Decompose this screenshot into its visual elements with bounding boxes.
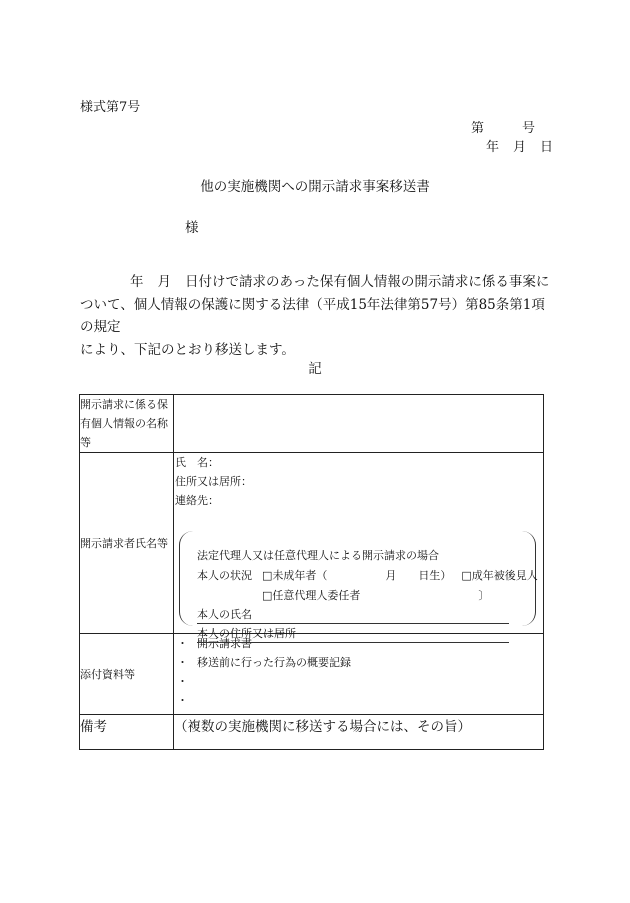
remarks-label: 備考: [80, 715, 174, 750]
minor-checkbox[interactable]: □未成年者（: [262, 569, 328, 582]
status-row: [197, 567, 538, 585]
representative-title: 法定代理人又は任意代理人による開示請求の場合: [197, 549, 439, 562]
table-row-remarks: [80, 715, 544, 750]
table-row-info: [80, 395, 544, 453]
attachment-item[interactable]: ・: [177, 675, 188, 688]
document-date: [486, 136, 553, 155]
ki-heading: 記: [308, 361, 322, 377]
transfer-table: [79, 394, 544, 750]
applicant-name[interactable]: 氏 名：: [175, 456, 219, 469]
attachments-label: 添付資料等: [80, 634, 174, 715]
document-title: 他の実施機関への開示請求事案移送書: [200, 179, 430, 195]
date-year: 年: [486, 140, 500, 155]
attachments-value: [174, 634, 544, 715]
info-label: 開示請求に係る保有個人情報の名称等: [80, 395, 174, 453]
applicant-contact[interactable]: 連絡先：: [175, 494, 219, 507]
applicant-value: [174, 453, 544, 640]
body-line2: ついて、個人情報の保護に関する法律（平成15年法律第57号）第85条第1項の規定: [80, 296, 545, 335]
applicant-address[interactable]: 住所又は居所：: [175, 475, 252, 488]
attachment-item[interactable]: ・ 開示請求書: [177, 637, 252, 650]
birth-day: 日生）: [418, 569, 452, 582]
body-paragraph: [80, 271, 555, 361]
body-year: 年: [130, 274, 144, 290]
addressee-suffix: 様: [185, 220, 199, 236]
agent-row: [262, 587, 489, 605]
applicant-label: 開示請求者氏名等: [80, 453, 174, 634]
date-day: 日: [540, 140, 554, 155]
attachment-item[interactable]: ・ 移送前に行った行為の概要記録: [177, 656, 351, 669]
form-number: 様式第7号: [80, 100, 141, 115]
body-month: 月: [157, 274, 171, 290]
document-number: [471, 117, 535, 136]
table-row-attachments: [80, 634, 544, 715]
table-row-applicant: [80, 453, 544, 634]
info-value[interactable]: [174, 395, 544, 453]
attachment-item[interactable]: ・: [177, 694, 188, 707]
body-line3: により、下記のとおり移送します。: [80, 341, 295, 358]
remarks-value[interactable]: （複数の実施機関に移送する場合には、その旨）: [174, 715, 544, 750]
date-month: 月: [513, 140, 527, 155]
principal-name-field[interactable]: 本人の氏名: [197, 607, 509, 624]
doc-no-prefix: 第: [471, 121, 485, 136]
doc-no-suffix: 号: [522, 121, 536, 136]
status-label: 本人の状況: [197, 569, 252, 582]
agent-bracket: 〕: [478, 589, 490, 602]
birth-month: 月: [385, 569, 397, 582]
guardian-checkbox[interactable]: □成年被後見人: [461, 569, 538, 582]
principal-address-field[interactable]: 本人の住所又は居所: [197, 626, 509, 643]
body-line1-rest: 日付けで請求のあった保有個人情報の開示請求に係る事案に: [185, 274, 550, 290]
agent-checkbox[interactable]: □任意代理人委任者: [262, 589, 361, 602]
